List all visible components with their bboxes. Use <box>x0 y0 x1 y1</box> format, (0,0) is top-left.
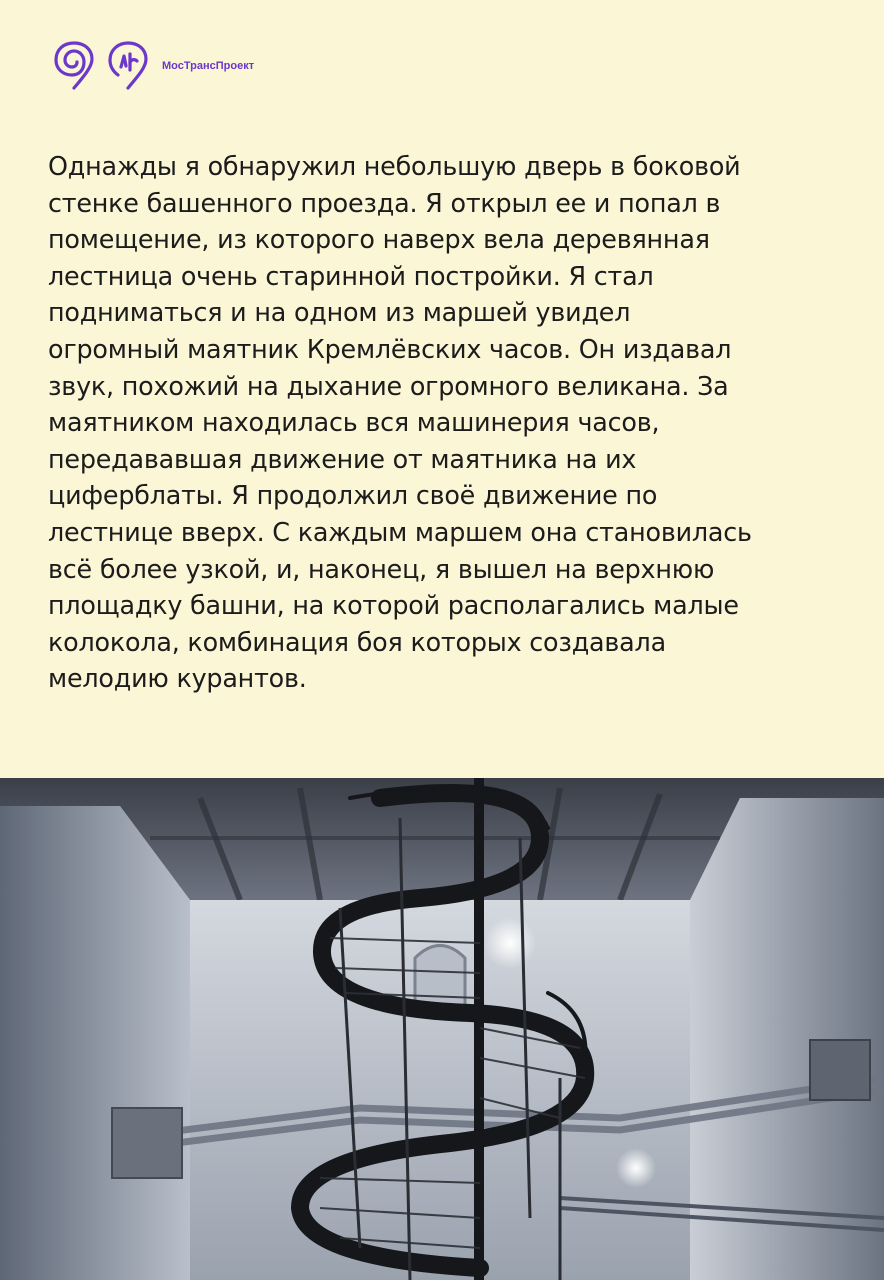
story-line: циферблаты. Я продолжил своё движение по <box>48 480 658 511</box>
metro-mark-logo-icon <box>106 40 150 92</box>
story-line: подниматься и на одном из маршей увидел <box>48 297 631 328</box>
story-line: огромный маятник Кремлёвских часов. Он издавал <box>48 333 732 364</box>
story-line: Однажды я обнаружил небольшую дверь в боковой <box>48 151 741 181</box>
story-line: площадку башни, на которой располагались малые <box>48 590 739 621</box>
header-logos <box>52 40 254 92</box>
moscow-spiral-logo-icon <box>52 40 96 92</box>
story-line: звук, похожий на дыхание огромного великана. За <box>48 370 729 401</box>
story-line: колокола, комбинация боя которых создавала <box>48 626 666 657</box>
staircase-photo <box>0 778 884 1280</box>
story-line: передававшая движение от маятника на их <box>48 443 637 474</box>
story-line: всё более узкой, и, наконец, я вышел на верхнюю <box>48 553 715 584</box>
story-line: стенке башенного проезда. Я открыл ее и попал в <box>48 187 721 218</box>
story-text <box>48 148 848 697</box>
story-line: мелодию курантов. <box>48 663 307 694</box>
story-line: лестнице вверх. С каждым маршем она становилась <box>48 516 752 547</box>
story-line: лестница очень старинной постройки. Я стал <box>48 260 654 291</box>
brand-name: МосТрансПроект <box>162 60 255 72</box>
story-line: маятником находилась вся машинерия часов, <box>48 407 660 438</box>
story-line: помещение, из которого наверх вела деревянная <box>48 224 710 255</box>
